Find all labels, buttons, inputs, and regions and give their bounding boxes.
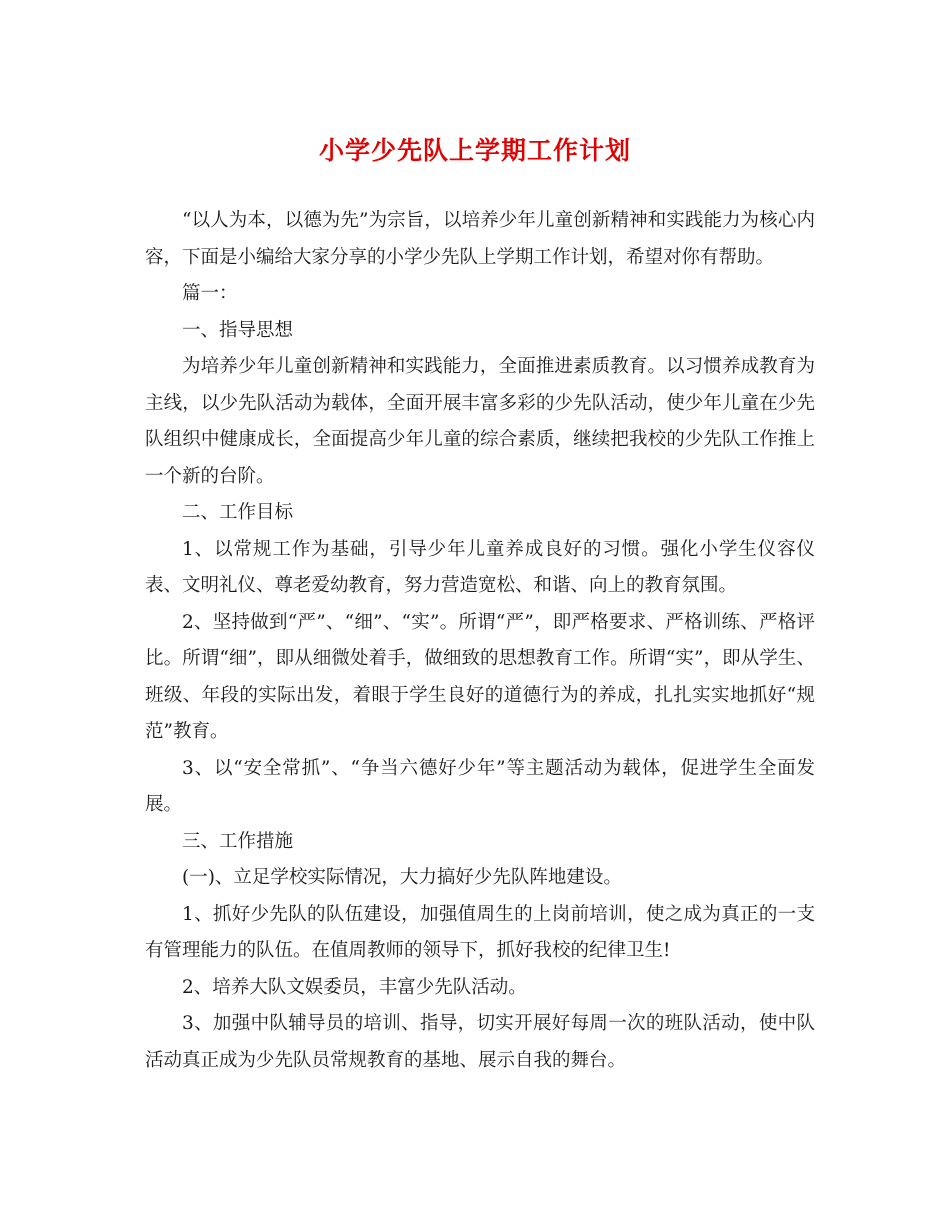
paragraph-measure-sub-1: (一)、立足学校实际情况，大力搞好少先队阵地建设。 [182, 867, 622, 888]
heading-work-goals: 二、工作目标 [182, 502, 294, 523]
heading-work-measures: 三、工作措施 [182, 830, 294, 852]
paragraph-measure-3: 3、加强中队辅导员的培训、指导，切实开展好每周一次的班队活动，使中队活动真正成为少先队员常规教育的基地、展示自我的舞台。 [145, 1013, 815, 1071]
document-title: 小学少先队上学期工作计划 [318, 136, 631, 165]
paragraph-measure-2: 2、培养大队文娱委员，丰富少先队活动。 [182, 976, 527, 998]
paragraph-intro: “以人为本，以德为先”为宗旨，以培养少年儿童创新精神和实践能力为核心内容，下面是小编给大家分享的小学少先队上学期工作计划，希望对你有帮助。 [145, 210, 815, 268]
paragraph-measure-1: 1、抓好少先队的队伍建设，加强值周生的上岗前培训，使之成为真正的一支有管理能力的队伍。在值周教师的领导下，抓好我校的纪律卫生! [145, 903, 815, 961]
paragraph-section-label: 篇一： [182, 283, 238, 304]
document-body [145, 203, 815, 1079]
paragraph-goal-3: 3、以“安全常抓”、“争当六德好少年”等主题活动为载体，促进学生全面发展。 [145, 757, 815, 815]
heading-guiding-thought: 一、指导思想 [182, 319, 294, 341]
paragraph-goal-1: 1、以常规工作为基础，引导少年儿童养成良好的习惯。强化小学生仪容仪表、文明礼仪、尊老爱幼教育，努力营造宽松、和谐、向上的教育氛围。 [145, 538, 815, 596]
paragraph-goal-2: 2、坚持做到“严”、“细”、“实”。所谓“严”，即严格要求、严格训练、严格评比。所谓“细”，即从细微处着手，做细致的思想教育工作。所谓“实”，即从学生、班级、年段的实际出发，着眼于学生良好的道德行为的养成，扎扎实实地抓好“规范”教育。 [145, 611, 815, 742]
paragraph-guiding-thought: 为培养少年儿童创新精神和实践能力，全面推进素质教育。以习惯养成教育为主线，以少先队活动为载体，全面开展丰富多彩的少先队活动，使少年儿童在少先队组织中健康成长，全面提高少年儿童的综合素质，继续把我校的少先队工作推上一个新的台阶。 [145, 356, 815, 487]
